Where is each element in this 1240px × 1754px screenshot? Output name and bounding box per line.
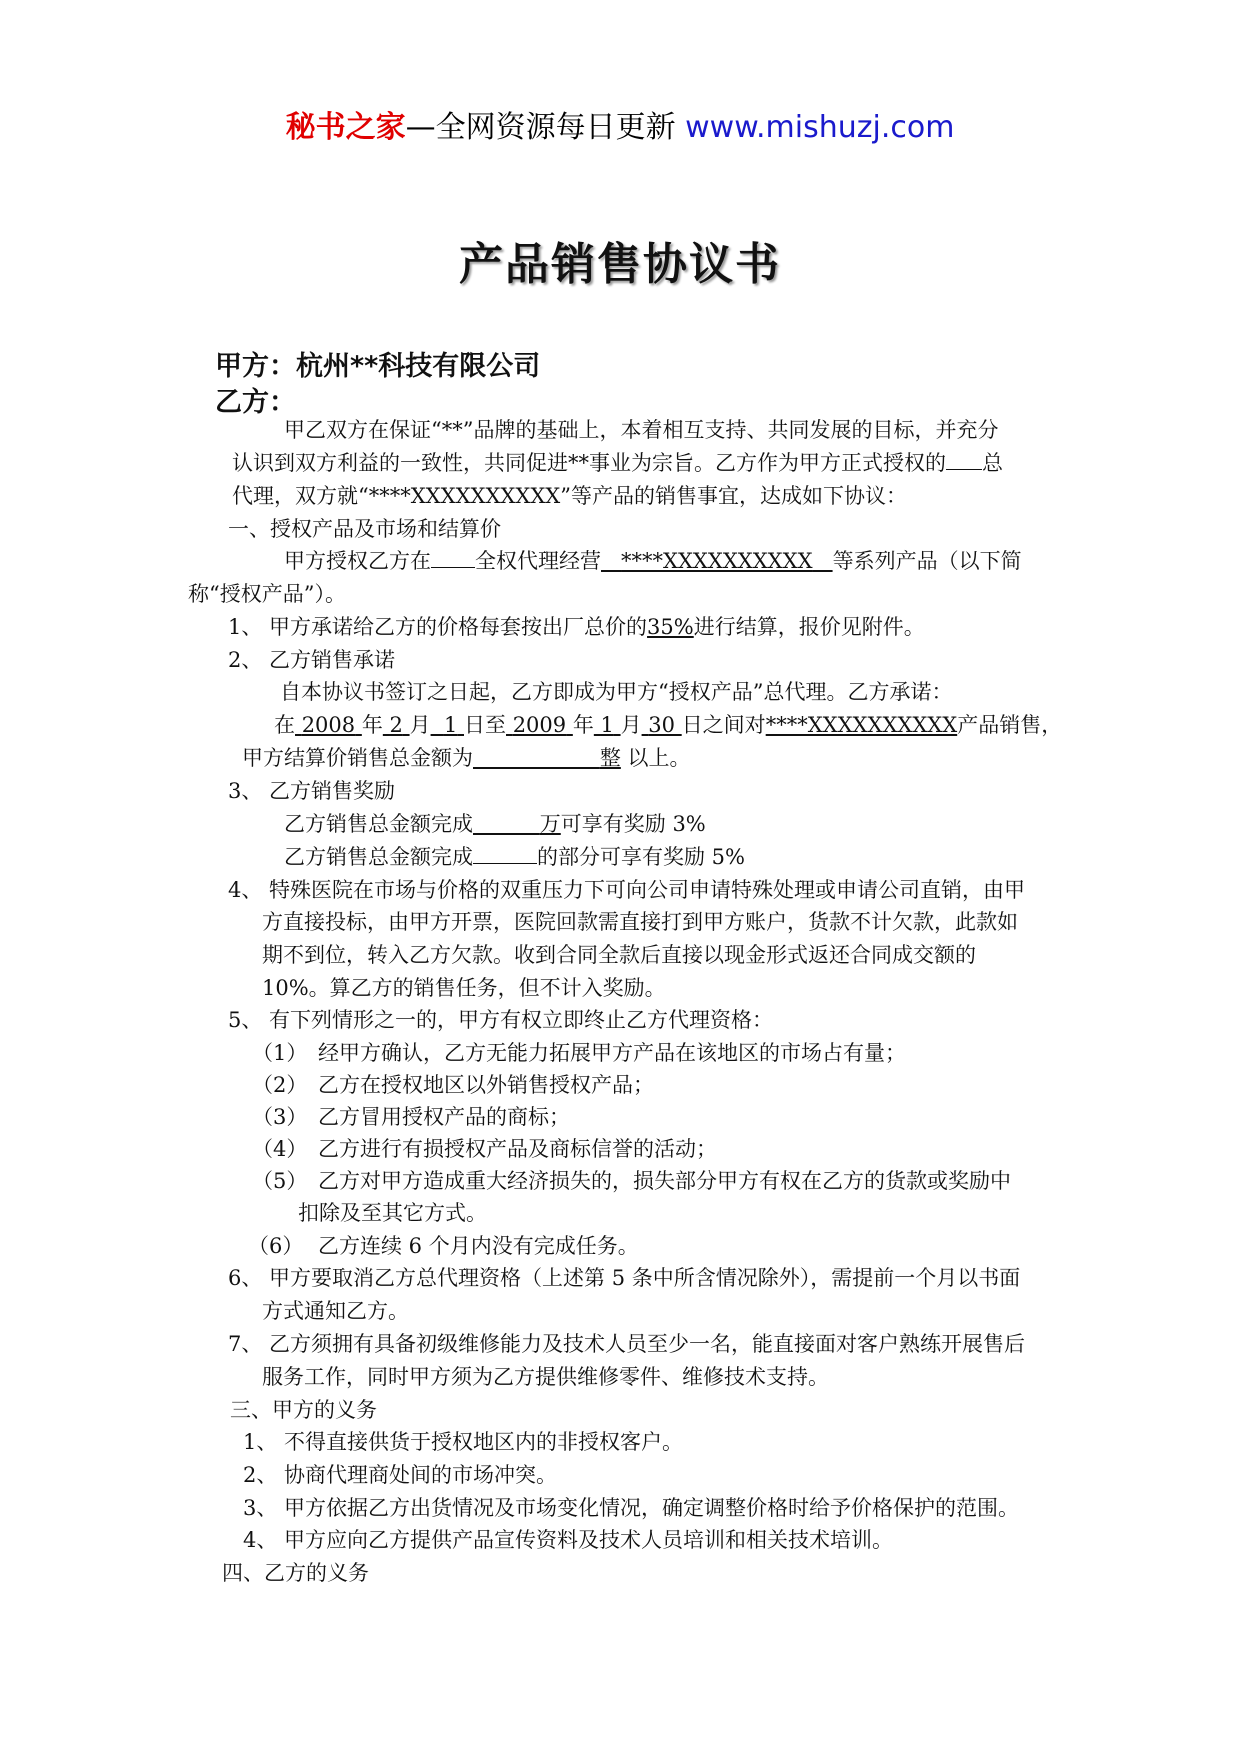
section-1-text-c: 等系列产品（以下简 (832, 549, 1022, 573)
item-6-line-2: 方式通知乙方。 (262, 1299, 409, 1323)
party-a-duty-4: 4、 甲方应向乙方提供产品宣传资料及技术人员培训和相关技术培训。 (243, 1528, 894, 1552)
item-5-sub-1-number: （1） (252, 1041, 308, 1065)
site-brand: 秘书之家 (285, 110, 406, 145)
item-6-line-1: 6、 甲方要取消乙方总代理资格（上述第 5 条中所含情况除外），需提前一个月以书面 (228, 1266, 1021, 1290)
item-5-heading: 5、 有下列情形之一的，甲方有权立即终止乙方代理资格： (228, 1008, 774, 1032)
item-2-text: 产品销售， (957, 713, 1063, 737)
section-3-heading: 三、甲方的义务 (230, 1398, 377, 1422)
intro-line-1: 甲乙双方在保证“**”品牌的基础上，本着相互支持、共同发展的目标，并充分 (284, 418, 999, 442)
section-1-line-2: 称“授权产品”）。 (188, 582, 346, 606)
item-5-sub-5-line-2: 扣除及至其它方式。 (298, 1201, 487, 1225)
item-2-text: 在 (274, 713, 295, 737)
section-4-heading: 四、乙方的义务 (222, 1561, 369, 1585)
intro-line-3: 代理，双方就“****XXXXXXXXXX”等产品的销售事宜，达成如下协议： (232, 484, 907, 508)
item-2-text: 日之间对 (681, 713, 766, 737)
intro-line-2-end: 总 (982, 451, 1003, 475)
item-3-text: 乙方销售总金额完成 (284, 845, 473, 869)
item-1-text-a: 1、 甲方承诺给乙方的价格每套按出厂总价的 (228, 615, 648, 639)
party-b: 乙方： (215, 387, 296, 418)
item-2-line-3 (242, 744, 691, 772)
item-3-line-1 (284, 810, 706, 838)
section-1-line-1 (284, 547, 1022, 575)
committed-product-name: ****XXXXXXXXXX (765, 713, 958, 737)
item-2-text: 以上。 (627, 746, 691, 770)
item-5-sub-3: 乙方冒用授权产品的商标； (318, 1105, 570, 1129)
item-3-text: 乙方销售总金额完成 (284, 812, 473, 836)
item-3-text: 可享有奖励 3% (560, 812, 706, 836)
item-5-sub-2: 乙方在授权地区以外销售授权产品； (318, 1073, 654, 1097)
item-4-line-1: 4、 特殊医院在市场与价格的双重压力下可向公司申请特殊处理或申请公司直销，由甲 (228, 878, 1026, 902)
start-day (431, 713, 464, 737)
item-2-line-2 (274, 711, 1062, 739)
authorized-product-value: ****XXXXXXXXXX (621, 549, 813, 573)
party-a: 甲方：杭州**科技有限公司 (215, 351, 541, 382)
item-3-line-2 (284, 843, 745, 871)
item-5-sub-5-number: （5） (252, 1169, 308, 1193)
item-5-sub-5-line-1: 乙方对甲方造成重大经济损失的，损失部分甲方有权在乙方的货款或奖励中 (318, 1169, 1011, 1193)
party-a-duty-3: 3、 甲方依据乙方出货情况及市场变化情况，确定调整价格时给予价格保护的范围。 (243, 1496, 1020, 1520)
item-5-sub-4: 乙方进行有损授权产品及商标信誉的活动； (318, 1137, 717, 1161)
item-5-sub-3-number: （3） (252, 1105, 308, 1129)
authorized-product-name (601, 549, 833, 573)
site-header (0, 102, 1240, 146)
end-month (594, 713, 621, 737)
item-3-text: 的部分可享有奖励 5% (537, 845, 745, 869)
party-a-duty-2: 2、 协商代理商处间的市场冲突。 (243, 1463, 558, 1487)
total-amount-unit: 整 (599, 746, 621, 770)
item-2-text: 月 (409, 713, 431, 737)
item-7-line-1: 7、 乙方须拥有具备初级维修能力及技术人员至少一名，能直接面对客户熟练开展售后 (228, 1332, 1026, 1356)
site-slogan: —全网资源每日更新 (405, 110, 676, 145)
site-url[interactable]: www.mishuzj.com (685, 110, 955, 145)
item-4-line-3: 期不到位，转入乙方欠款。收到合同全款后直接以现金形式返还合同成交额的 (262, 943, 976, 967)
agency-region-blank (946, 449, 982, 470)
item-2-text: 年 (572, 713, 594, 737)
section-1-text-b: 全权代理经营 (475, 549, 601, 573)
item-2-text: 月 (620, 713, 642, 737)
section-1-heading: 一、授权产品及市场和结算价 (228, 517, 501, 541)
item-1 (228, 613, 925, 641)
party-a-duty-1: 1、 不得直接供货于授权地区内的非授权客户。 (243, 1430, 684, 1454)
item-5-sub-6-number: （6） (248, 1234, 304, 1258)
item-2-text: 日至 (464, 713, 506, 737)
intro-line-2-text: 认识到双方利益的一致性，共同促进**事业为宗旨。乙方作为甲方正式授权的 (232, 451, 946, 475)
item-4-line-2: 方直接投标，由甲方开票，医院回款需直接打到甲方账户，货款不计欠款，此款如 (262, 910, 1018, 934)
section-1-text-a: 甲方授权乙方在 (284, 549, 431, 573)
end-year (506, 713, 573, 737)
start-month-value: 2 (389, 713, 403, 737)
start-month (383, 713, 410, 737)
item-5-sub-1: 经甲方确认，乙方无能力拓展甲方产品在该地区的市场占有量； (318, 1041, 906, 1065)
item-1-text-b: 进行结算，报价见附件。 (693, 615, 925, 639)
region-blank (431, 547, 475, 568)
start-year-value: 2008 (301, 713, 356, 737)
item-5-sub-6: 乙方连续 6 个月内没有完成任务。 (318, 1234, 639, 1258)
end-month-value: 1 (600, 713, 614, 737)
end-year-value: 2009 (512, 713, 567, 737)
document-title: 产品销售协议书 (459, 239, 781, 290)
reward-tier-1-unit: 万 (539, 812, 561, 836)
item-5-sub-4-number: （4） (252, 1137, 308, 1161)
reward-tier-2-amount (473, 843, 537, 864)
item-2-heading: 2、 乙方销售承诺 (228, 648, 396, 672)
reward-tier-1-amount (473, 812, 561, 836)
item-2-text: 甲方结算价销售总金额为 (242, 746, 473, 770)
item-2-line-1: 自本协议书签订之日起，乙方即成为甲方“授权产品”总代理。乙方承诺： (280, 680, 953, 704)
intro-line-2 (232, 449, 1003, 477)
start-day-value: 1 (443, 713, 458, 737)
total-amount-blank (473, 746, 621, 770)
item-7-line-2: 服务工作，同时甲方须为乙方提供维修零件、维修技术支持。 (262, 1365, 829, 1389)
settlement-rate: 35% (647, 615, 694, 639)
item-5-sub-2-number: （2） (252, 1073, 308, 1097)
item-4-line-4: 10%。算乙方的销售任务，但不计入奖励。 (262, 976, 666, 1000)
item-3-heading: 3、 乙方销售奖励 (228, 779, 396, 803)
start-year (295, 713, 362, 737)
end-day-value: 30 (648, 713, 675, 737)
end-day (642, 713, 682, 737)
item-2-text: 年 (361, 713, 383, 737)
